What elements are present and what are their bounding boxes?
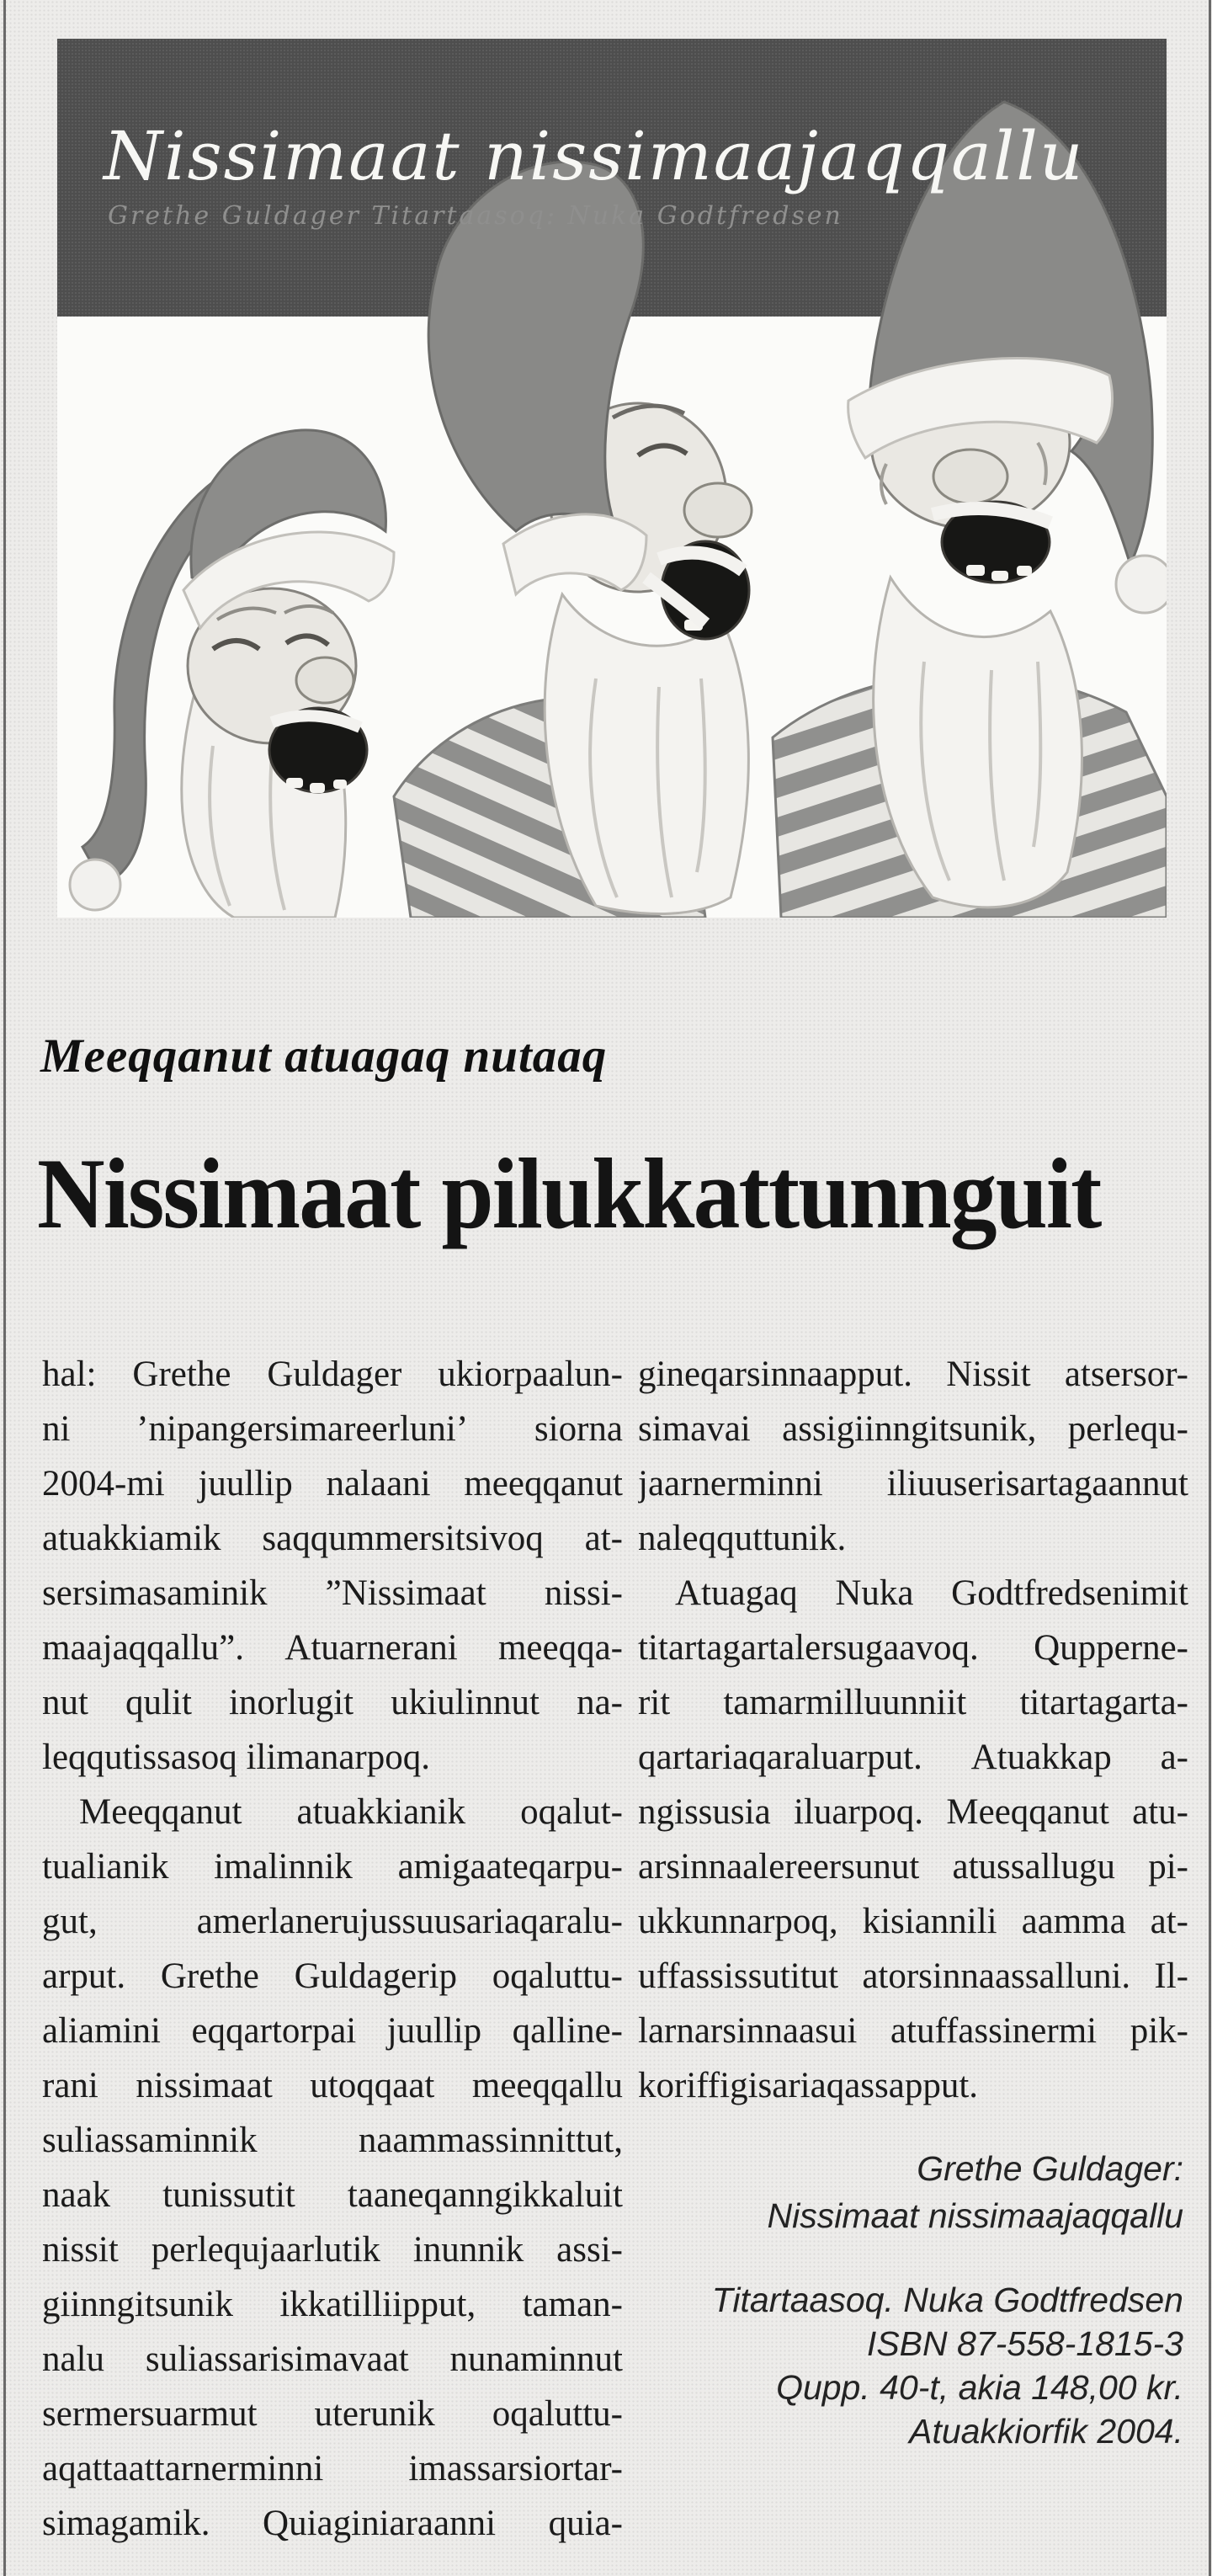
text-line: 2004-mi juullip nalaani meeqqanut [42, 1464, 623, 1504]
text-line: koriffigisariaqassapput. [638, 2066, 979, 2105]
text-line: ni ’nipangersimareerluni’ siorna [42, 1409, 623, 1449]
text-line: simavai assigiinngitsunik, perlequ- [638, 1409, 1188, 1449]
text-line: nalu suliassarisimavaat nunaminnut [42, 2339, 623, 2379]
text-line: tualianik imalinnik amigaateqarpu- [42, 1847, 623, 1887]
section-kicker: Meeqqanut atuagaq nutaaq [40, 1030, 608, 1083]
text-line: qartariaqaraluarput. Atuakkap a- [638, 1738, 1188, 1777]
text-line: ukkunnarpoq, kisiannili aamma at- [638, 1902, 1188, 1941]
text-line: simagamik. Quiaginiaraanni quia- [42, 2504, 623, 2543]
text-line: sersimasaminik ”Nissimaat nissi- [42, 1573, 623, 1613]
text-line: aqattaattarnerminni imassarsiortar- [42, 2449, 623, 2488]
text-line: maajaqqallu”. Atuarnerani meeqqa- [42, 1628, 623, 1668]
credit-line: Titartaasoq. Nuka Godtfredsen [711, 2281, 1183, 2319]
gnome-left [70, 430, 394, 918]
gnome-middle [394, 162, 752, 918]
credit-line: Qupp. 40-t, akia 148,00 kr. [776, 2368, 1183, 2407]
page-left-edge-line [3, 0, 6, 2576]
text-line: gineqarsinnaapput. Nissit atsersor- [638, 1355, 1188, 1394]
text-line: rani nissimaat utoqqaat meeqqallu [42, 2066, 623, 2105]
banner-author-credit: Grethe Guldager Titartaasoq: Nuka Godtfredsen [108, 201, 843, 231]
article-headline: Nissimaat pilukkattunnguit [37, 1137, 1101, 1249]
text-line: hal: Grethe Guldager ukiorpaalun- [42, 1355, 623, 1394]
credit-line: Grethe Guldager: [917, 2149, 1183, 2188]
text-line: suliassaminnik naammassinnittut, [42, 2121, 623, 2160]
text-line: naak tunissutit taaneqanngikkaluit [42, 2175, 623, 2215]
text-line: atuakkiamik saqqummersitsivoq at- [42, 1519, 623, 1558]
text-line: uffassissutitut atorsinnaassalluni. Il- [638, 1956, 1188, 1996]
banner-book-title: Nissimaat nissimaajaqqallu [104, 117, 1085, 195]
publication-credits [712, 2145, 1183, 2453]
text-line: Meeqqanut atuakkianik oqalut- [79, 1792, 623, 1832]
text-line: rit tamarmilluunniit titartagarta- [638, 1683, 1188, 1722]
credit-details-group [712, 2278, 1183, 2453]
text-line: jaarnerminni iliuuserisartagaannut [638, 1464, 1188, 1504]
text-line: giinngitsunik ikkatilliipput, taman- [42, 2285, 623, 2324]
text-line: leqqutissasoq ilimanarpoq. [42, 1738, 430, 1777]
credit-book-group [712, 2145, 1183, 2239]
book-cover-banner [57, 39, 1167, 918]
text-line: sermersuarmut uterunik oqaluttu- [42, 2394, 623, 2434]
text-line: aliamini eqqartorpai juullip qalline- [42, 2011, 623, 2051]
credit-line: Atuakkiorfik 2004. [909, 2412, 1183, 2451]
text-line: ngissusia iluarpoq. Meeqqanut atu- [638, 1792, 1188, 1832]
credit-line: ISBN 87-558-1815-3 [866, 2324, 1183, 2363]
text-line: Atuagaq Nuka Godtfredsenimit [675, 1573, 1188, 1613]
text-line: nut qulit inorlugit ukiulinnut na- [42, 1683, 623, 1722]
text-line: titartagartalersugaavoq. Qupperne- [638, 1628, 1188, 1668]
text-line: arput. Grethe Guldagerip oqaluttu- [42, 1956, 623, 1996]
text-line: larnarsinnaasui atuffassinermi pik- [638, 2011, 1188, 2051]
text-line: naleqquttunik. [638, 1519, 847, 1558]
text-line: nissit perlequjaarlutik inunnik assi- [42, 2230, 623, 2270]
credit-line: Nissimaat nissimaajaqqallu [767, 2196, 1183, 2235]
page-right-edge-line [1209, 0, 1211, 2576]
article-column-left [42, 1347, 623, 2551]
text-line: arsinnaalereersunut atussallugu pi- [638, 1847, 1188, 1887]
text-line: gut, amerlanerujussuusariaqaralu- [42, 1902, 623, 1941]
